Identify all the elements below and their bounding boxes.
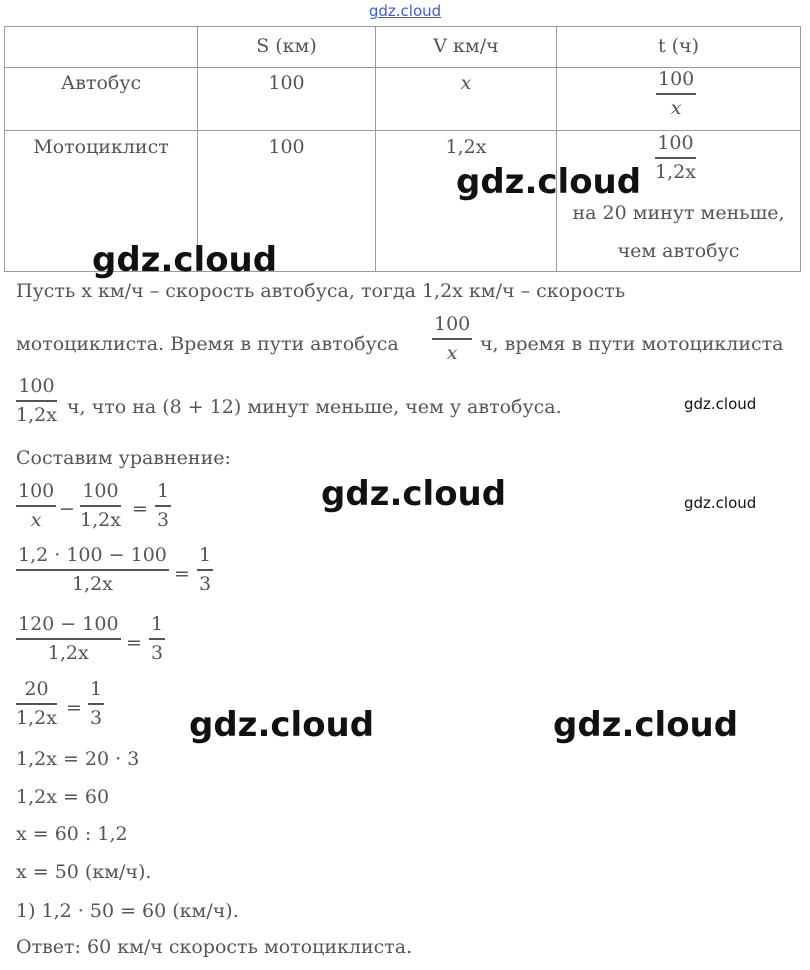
fraction-numerator: 1 (90, 678, 103, 700)
eq4-frac (16, 680, 57, 728)
bus-time-inline-fraction (432, 315, 472, 363)
fraction-numerator: 1 (199, 544, 212, 566)
step-line-6: 1,2x = 60 (16, 786, 110, 808)
paragraph-difference: ч, что на (8 + 12) минут меньше, чем у автобуса. (67, 396, 562, 418)
eq1-frac-b (80, 482, 121, 530)
fraction-numerator: 100 (434, 313, 471, 335)
table-rule (4, 130, 801, 131)
row-label-bus: Автобус (60, 72, 142, 94)
step-line-5: 1,2x = 20 · 3 (16, 748, 140, 770)
watermark: gdz.cloud (189, 705, 375, 745)
eq2-equals: = (174, 563, 190, 585)
fraction-numerator: 100 (82, 480, 119, 502)
fraction-denominator: 1,2x (16, 706, 57, 729)
watermark-small: gdz.cloud (684, 395, 757, 413)
paragraph-bus-time: мотоциклиста. Время в пути автобуса (16, 333, 399, 355)
eq4-result (88, 680, 104, 728)
row-label-motorcyclist: Мотоциклист (33, 136, 169, 158)
header-watermark-link[interactable]: gdz.cloud (368, 2, 442, 20)
eq3-equals: = (126, 632, 142, 654)
fraction-denominator: 1,2x (47, 641, 89, 664)
eq2-result (197, 546, 213, 594)
step-line-9: 1) 1,2 · 50 = 60 (км/ч). (16, 900, 239, 922)
answer-line: Ответ: 60 км/ч скорость мотоциклиста. (16, 936, 413, 958)
fraction-numerator: 1,2 · 100 − 100 (18, 544, 167, 566)
watermark: gdz.cloud (553, 705, 739, 745)
watermark: gdz.cloud (321, 474, 507, 514)
table-rule (800, 26, 801, 272)
fraction-numerator: 100 (18, 375, 55, 397)
moto-speed: 1,2x (445, 136, 487, 158)
eq3-result (149, 615, 165, 663)
fraction-denominator: 1,2x (71, 572, 113, 595)
fraction-denominator: 3 (199, 572, 212, 595)
paragraph-moto-time: ч, время в пути мотоциклиста (480, 333, 784, 355)
eq2-frac (16, 546, 169, 594)
fraction-numerator: 100 (657, 132, 694, 154)
eq3-frac (16, 615, 121, 663)
watermark: gdz.cloud (456, 162, 642, 202)
fraction-numerator: 100 (658, 68, 695, 90)
eq1-frac-a (16, 482, 56, 530)
fraction-numerator: 100 (18, 480, 55, 502)
bus-time-fraction (656, 70, 696, 118)
bus-speed: x (460, 72, 472, 94)
bus-distance: 100 (268, 72, 305, 94)
fraction-denominator: x (670, 96, 682, 119)
fraction-numerator: 120 − 100 (18, 613, 119, 635)
fraction-numerator: 20 (24, 678, 49, 700)
fraction-denominator: 3 (157, 508, 170, 531)
watermark: gdz.cloud (92, 240, 278, 280)
moto-time-fraction (655, 134, 696, 182)
fraction-denominator: 3 (151, 641, 164, 664)
table-rule (556, 26, 557, 272)
header-time: t (ч) (657, 35, 700, 57)
table-rule (4, 26, 801, 27)
moto-note-line1: на 20 минут меньше, (572, 202, 785, 224)
fraction-numerator: 1 (151, 613, 164, 635)
eq4-equals: = (66, 697, 82, 719)
step-line-7: x = 60 : 1,2 (16, 823, 128, 845)
header-speed: V км/ч (433, 35, 499, 57)
fraction-denominator: x (446, 341, 458, 364)
fraction-denominator: x (30, 508, 42, 531)
paragraph-compose: Составим уравнение: (16, 447, 231, 469)
fraction-denominator: 1,2x (16, 403, 57, 426)
data-table (4, 26, 801, 272)
step-line-8: x = 50 (км/ч). (16, 861, 152, 883)
fraction-denominator: 1,2x (655, 160, 696, 183)
eq1-minus: − (59, 498, 75, 520)
moto-note-line2: чем автобус (617, 240, 740, 262)
fraction-denominator: 1,2x (80, 508, 121, 531)
eq1-result (155, 482, 171, 530)
fraction-denominator: 3 (90, 706, 103, 729)
watermark-small: gdz.cloud (684, 494, 757, 512)
paragraph-let: Пусть x км/ч – скорость автобуса, тогда 1,2x км/ч – скорость (16, 280, 626, 302)
eq1-equals: = (132, 498, 148, 520)
moto-distance: 100 (268, 136, 305, 158)
fraction-numerator: 1 (157, 480, 170, 502)
moto-time-inline-fraction (16, 377, 57, 425)
header-distance: S (км) (256, 35, 317, 57)
